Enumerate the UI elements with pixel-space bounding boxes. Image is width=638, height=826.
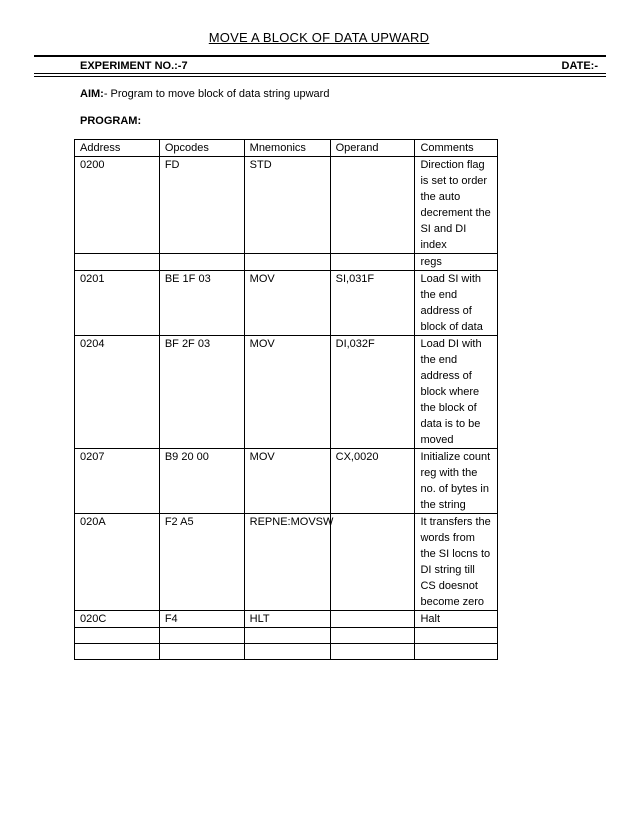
top-divider — [34, 55, 606, 57]
aim-line — [80, 88, 329, 100]
address-cell: 0204 — [75, 336, 160, 449]
operand-cell: DI,032F — [330, 336, 415, 449]
table-row — [75, 254, 498, 271]
address-cell: 0200 — [75, 157, 160, 254]
aim-text: - Program to move block of data string upward — [103, 88, 330, 100]
opcode-cell — [159, 254, 244, 271]
mnemonic-cell — [244, 254, 330, 271]
empty-cell — [330, 644, 415, 660]
operand-cell: SI,031F — [330, 271, 415, 336]
empty-cell — [159, 644, 244, 660]
empty-cell — [159, 628, 244, 644]
empty-cell — [244, 644, 330, 660]
comment-cell: Load DI with the end address of block where the block of data is to be moved — [415, 336, 498, 449]
empty-cell — [75, 628, 160, 644]
opcode-cell: BF 2F 03 — [159, 336, 244, 449]
operand-cell — [330, 611, 415, 628]
mnemonic-cell: MOV — [244, 271, 330, 336]
operand-cell: CX,0020 — [330, 449, 415, 514]
header-divider-1 — [34, 73, 606, 74]
header-mnemonics: Mnemonics — [244, 140, 330, 157]
comment-cell: Load SI with the end address of block of data — [415, 271, 498, 336]
mnemonic-cell: MOV — [244, 336, 330, 449]
empty-row — [75, 644, 498, 660]
aim-label: AIM: — [80, 88, 104, 100]
mnemonic-cell: STD — [244, 157, 330, 254]
address-cell: 0201 — [75, 271, 160, 336]
mnemonic-cell: REPNE:MOVSW — [244, 514, 330, 611]
address-cell: 020A — [75, 514, 160, 611]
experiment-number: EXPERIMENT NO.:-7 — [80, 60, 188, 72]
table-row — [75, 157, 498, 254]
empty-cell — [75, 644, 160, 660]
table-row — [75, 449, 498, 514]
opcode-cell: FD — [159, 157, 244, 254]
empty-row — [75, 628, 498, 644]
date-label: DATE:- — [561, 60, 598, 72]
opcode-cell: BE 1F 03 — [159, 271, 244, 336]
operand-cell — [330, 254, 415, 271]
table-row — [75, 271, 498, 336]
empty-cell — [244, 628, 330, 644]
comment-cell: Direction flag is set to order the auto decrement the SI and DI index — [415, 157, 498, 254]
header-opcodes: Opcodes — [159, 140, 244, 157]
header-comments: Comments — [415, 140, 498, 157]
table-row — [75, 336, 498, 449]
mnemonic-cell: MOV — [244, 449, 330, 514]
opcode-cell: F2 A5 — [159, 514, 244, 611]
comment-cell: Halt — [415, 611, 498, 628]
operand-cell — [330, 157, 415, 254]
program-table — [74, 139, 498, 660]
comment-cell: Initialize count reg with the no. of bytes in the string — [415, 449, 498, 514]
comment-cell: regs — [415, 254, 498, 271]
empty-cell — [415, 628, 498, 644]
address-cell — [75, 254, 160, 271]
header-divider-2 — [34, 76, 606, 77]
opcode-cell: F4 — [159, 611, 244, 628]
table-row — [75, 514, 498, 611]
comment-cell: It transfers the words from the SI locns to DI string till CS doesnot become zero — [415, 514, 498, 611]
address-cell: 0207 — [75, 449, 160, 514]
page-title: MOVE A BLOCK OF DATA UPWARD — [208, 30, 430, 45]
header-address: Address — [75, 140, 160, 157]
empty-cell — [415, 644, 498, 660]
opcode-cell: B9 20 00 — [159, 449, 244, 514]
address-cell: 020C — [75, 611, 160, 628]
empty-cell — [330, 628, 415, 644]
mnemonic-cell: HLT — [244, 611, 330, 628]
header-operand: Operand — [330, 140, 415, 157]
table-row — [75, 611, 498, 628]
program-label: PROGRAM: — [80, 115, 142, 127]
table-header-row — [75, 140, 498, 157]
operand-cell — [330, 514, 415, 611]
